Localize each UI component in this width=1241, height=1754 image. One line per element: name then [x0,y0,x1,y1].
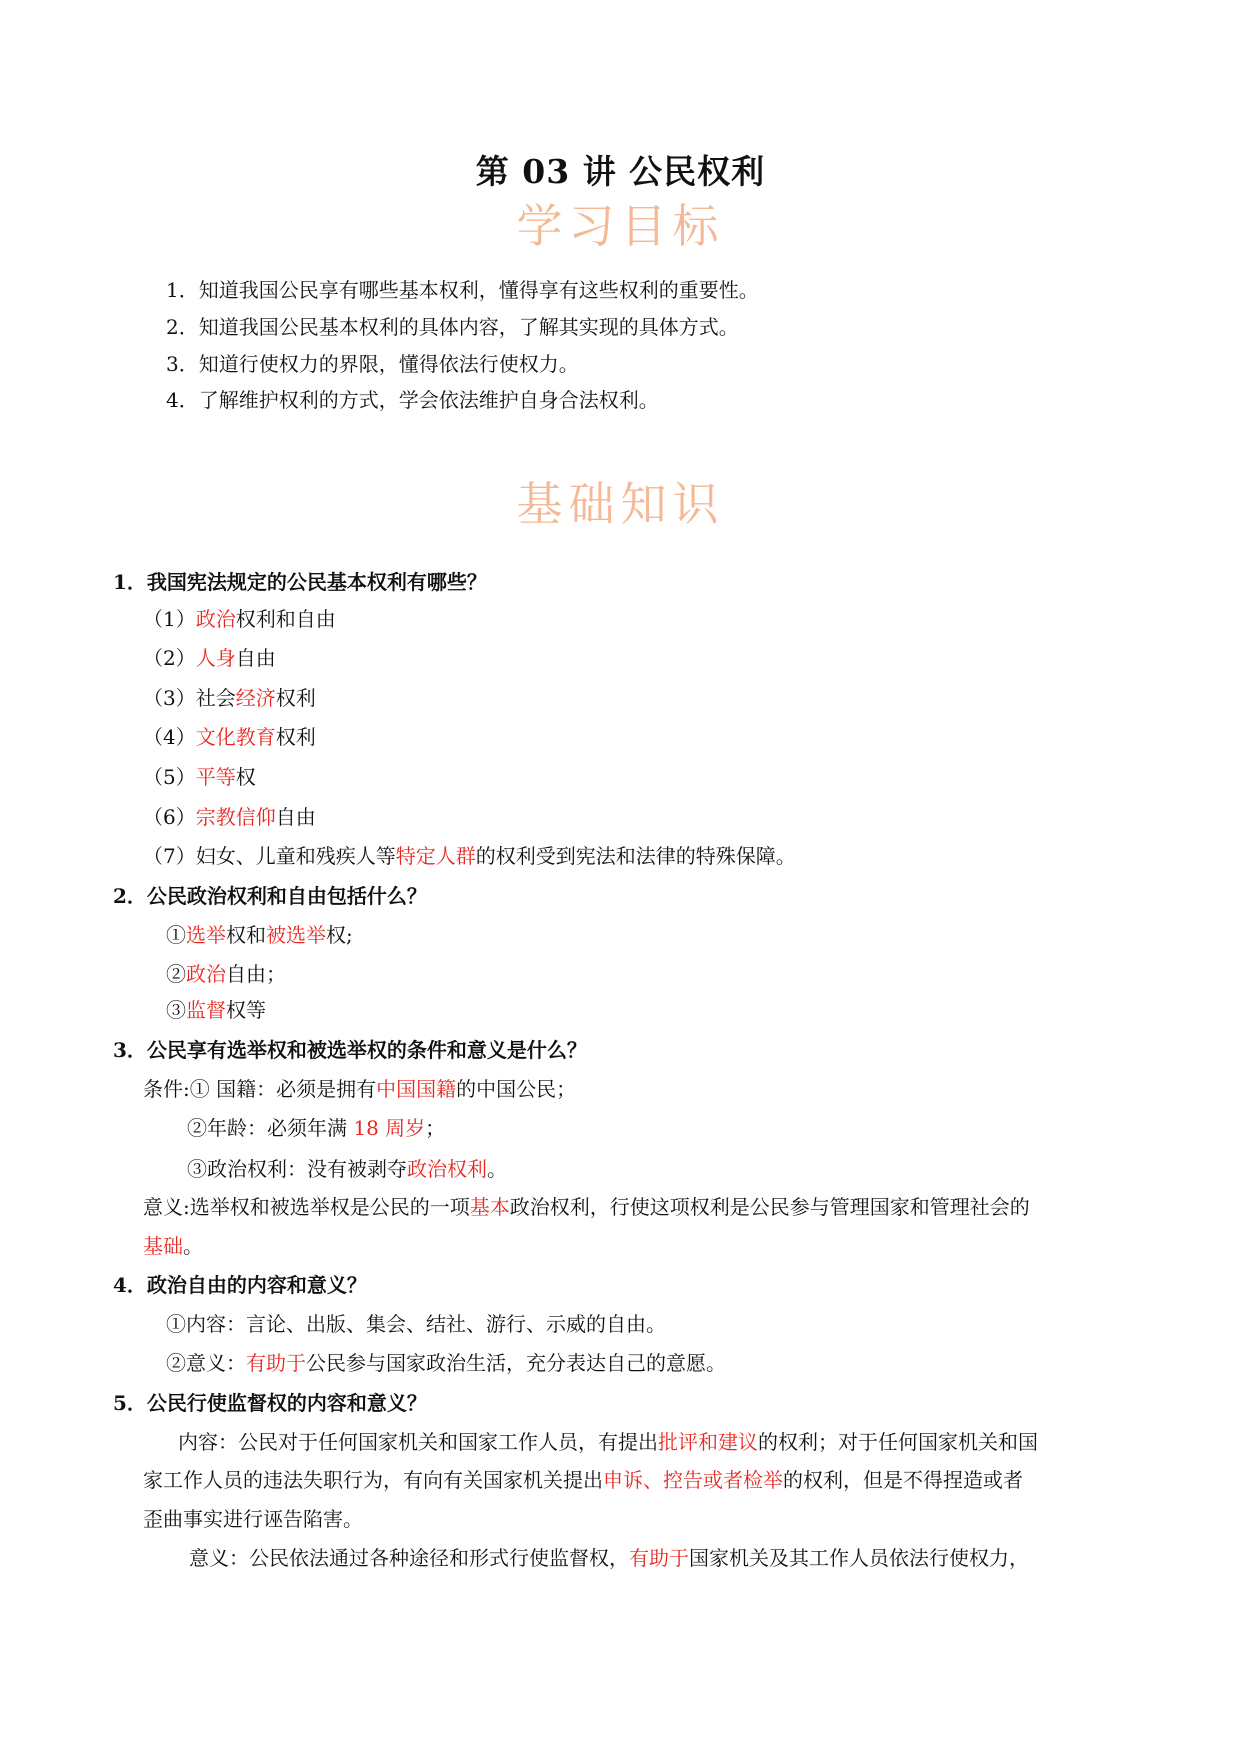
highlight-text: 平等 [195,765,236,789]
item-text: 的权利受到宪法和法律的特殊保障。 [475,844,796,868]
list-item [166,921,353,949]
highlight-text: 经济 [235,686,276,710]
paragraph-line: ①内容：言论、出版、集会、结社、游行、示威的自由。 [166,1312,666,1336]
list-item [166,960,286,988]
item-text: 社会 [195,686,236,710]
list-item [143,605,336,633]
list-item [143,842,796,870]
item-text: 国家机关及其工作人员依法行使权力， [689,1546,1029,1570]
highlight-text: 有助于 [629,1546,689,1570]
list-item [143,644,276,672]
question-heading: 5．公民行使监督权的内容和意义？ [113,1391,427,1415]
item-text: 。 [487,1157,507,1181]
item-text: 自由 [275,805,316,829]
item-text: 权利 [275,686,316,710]
highlight-text: 政治 [195,607,236,631]
item-number: ② [166,962,186,986]
goal-text: 知道我国公民基本权利的具体内容，了解其实现的具体方式。 [198,315,739,339]
page-title: 第 03 讲 公民权利 [475,152,766,191]
item-text: 权利和自由 [235,607,336,631]
list-item [143,763,256,791]
item-text: 的权利；对于任何国家机关和国 [758,1430,1038,1454]
highlight-text: 批评和建议 [658,1430,758,1454]
item-text: ②意义： [166,1351,246,1375]
goal-text: 知道我国公民享有哪些基本权利，懂得享有这些权利的重要性。 [198,278,759,302]
paragraph-line [187,1155,507,1183]
highlight-text: 基本 [469,1195,510,1219]
item-text: 权; [326,923,353,947]
paragraph-line: 歪曲事实进行诬告陷害。 [143,1507,363,1531]
item-text: 公民参与国家政治生活，充分表达自己的意愿。 [306,1351,726,1375]
question-heading: 4．政治自由的内容和意义？ [113,1273,367,1297]
highlight-text: 基础 [143,1234,183,1258]
item-text: 。 [183,1234,203,1258]
item-number: （4） [143,725,196,749]
highlight-text: 文化教育 [195,725,276,749]
item-text: 自由 [235,646,276,670]
item-text: 权 [235,765,256,789]
item-number: （5） [143,765,196,789]
item-text: 权等 [226,998,266,1022]
highlight-text: 政治 [186,962,226,986]
item-text: 内容：公民对于任何国家机关和国家工作人员，有提出 [178,1430,658,1454]
paragraph-line [189,1544,1029,1572]
paragraph-line [143,1193,1030,1221]
question-heading: 1．我国宪法规定的公民基本权利有哪些？ [113,570,487,594]
paragraph-line [178,1428,1038,1456]
highlight-text: 申诉、控告或者检举 [603,1468,783,1492]
item-text: 妇女、儿童和残疾人等 [195,844,396,868]
paragraph-line [143,1075,576,1103]
highlight-text: 政治权利 [407,1157,487,1181]
paragraph-line [143,1466,1023,1494]
highlight-text: 被选举 [266,923,326,947]
goal-number: 2． [166,315,199,339]
highlight-text: 宗教信仰 [195,805,276,829]
item-text: 意义：公民依法通过各种途径和形式行使监督权， [189,1546,629,1570]
item-text: 意义:选举权和被选举权是公民的一项 [143,1195,470,1219]
item-text: 家工作人员的违法失职行为，有向有关国家机关提出 [143,1468,603,1492]
goal-item [166,276,759,304]
highlight-text: 监督 [186,998,226,1022]
item-number: （1） [143,607,196,631]
list-item [143,723,316,751]
paragraph-line [143,1232,203,1260]
goal-item [166,386,659,414]
basics-heading: 基础知识 [516,477,725,531]
goal-item [166,350,579,378]
question-heading: 2．公民政治权利和自由包括什么？ [113,884,427,908]
item-text: 政治权利，行使这项权利是公民参与管理国家和管理社会的 [509,1195,1030,1219]
item-text: 条件:① 国籍：必须是拥有 [143,1077,377,1101]
item-text: 权利 [275,725,316,749]
item-text: 的权利，但是不得捏造或者 [783,1468,1023,1492]
paragraph-line [187,1114,445,1142]
highlight-text: 特定人群 [395,844,476,868]
question-heading: 3．公民享有选举权和被选举权的条件和意义是什么？ [113,1038,587,1062]
paragraph-line [166,1349,726,1377]
item-number: （6） [143,805,196,829]
item-text: ； [425,1116,446,1140]
goal-text: 了解维护权利的方式，学会依法维护自身合法权利。 [198,388,659,412]
item-number: ① [166,923,186,947]
highlight-text: 中国国籍 [376,1077,457,1101]
highlight-text: 18 周岁 [353,1116,426,1140]
goals-heading: 学习目标 [516,199,725,253]
item-number: （2） [143,646,196,670]
item-number: （3） [143,686,196,710]
list-item [143,684,316,712]
highlight-text: 有助于 [246,1351,306,1375]
list-item [143,803,316,831]
goal-number: 1． [166,278,199,302]
item-text: 的中国公民； [456,1077,577,1101]
item-text: ③政治权利：没有被剥夺 [187,1157,407,1181]
item-text: 自由； [226,962,286,986]
goal-text: 知道行使权力的界限，懂得依法行使权力。 [198,352,579,376]
item-number: （7） [143,844,196,868]
goal-number: 3． [166,352,199,376]
item-text: ②年龄：必须年满 [187,1116,354,1140]
goal-number: 4． [166,388,199,412]
item-text: 权和 [226,923,266,947]
highlight-text: 选举 [186,923,226,947]
item-number: ③ [166,998,186,1022]
highlight-text: 人身 [195,646,236,670]
goal-item [166,313,739,341]
list-item [166,996,266,1024]
